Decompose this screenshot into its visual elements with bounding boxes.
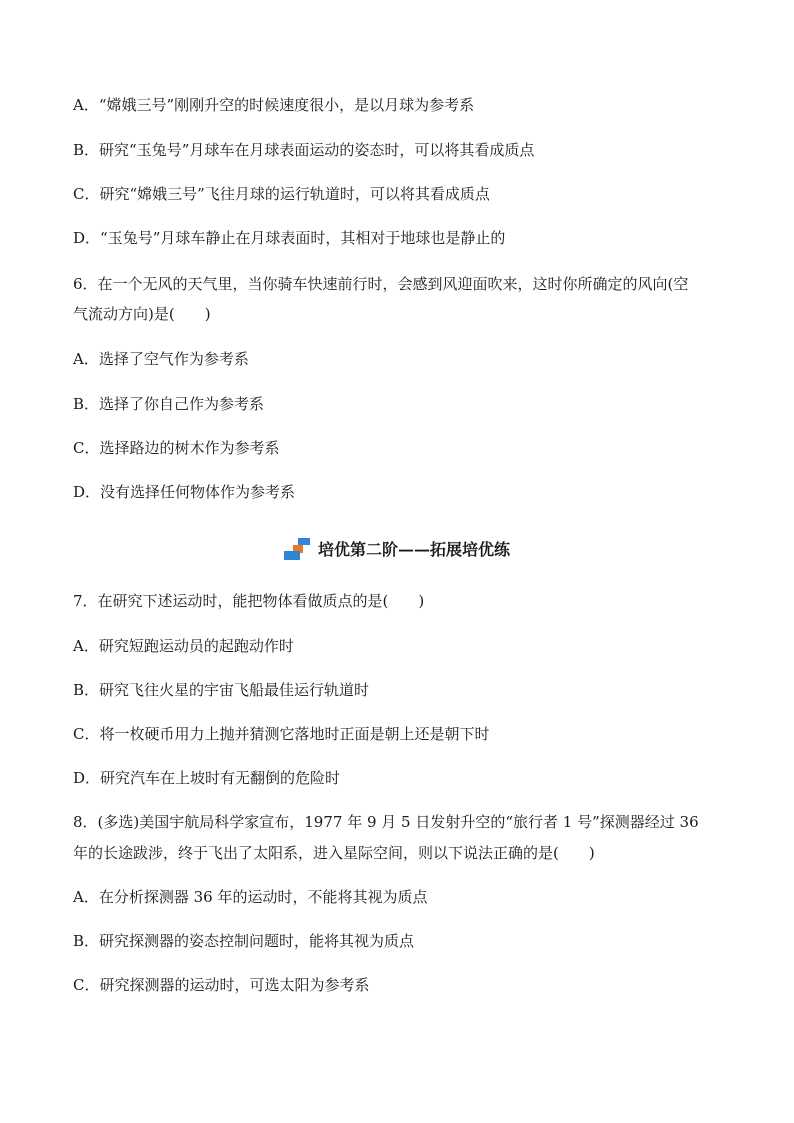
question-8-line2: 年的长途跋涉，终于飞出了太阳系，进入星际空间，则以下说法正确的是( ) (73, 844, 595, 862)
option-8b: B．研究探测器的姿态控制问题时，能将其视为质点 (73, 932, 415, 950)
option-6b: B．选择了你自己作为参考系 (73, 395, 265, 413)
option-5b: B．研究“玉兔号”月球车在月球表面运动的姿态时，可以将其看成质点 (73, 141, 535, 159)
question-6-line1: 6．在一个无风的天气里，当你骑车快速前行时，会感到风迎面吹来，这时你所确定的风向(空 (73, 275, 689, 293)
option-8a: A．在分析探测器 36 年的运动时，不能将其视为质点 (73, 888, 428, 906)
option-7a: A．研究短跑运动员的起跑动作时 (73, 637, 294, 655)
option-7d: D．研究汽车在上坡时有无翻倒的危险时 (73, 769, 341, 787)
option-6a: A．选择了空气作为参考系 (73, 350, 249, 368)
section-heading (0, 538, 794, 569)
option-6c: C．选择路边的树木作为参考系 (73, 439, 280, 457)
section-heading-text: 培优第二阶——拓展培优练 (317, 540, 510, 559)
option-6d: D．没有选择任何物体作为参考系 (73, 483, 296, 501)
option-5d: D．“玉兔号”月球车静止在月球表面时，其相对于地球也是静止的 (73, 229, 506, 247)
question-6-line2: 气流动方向)是( ) (73, 305, 211, 323)
option-8c: C．研究探测器的运动时，可选太阳为参考系 (73, 976, 370, 994)
option-5a: A．“嫦娥三号”刚刚升空的时候速度很小，是以月球为参考系 (73, 96, 475, 114)
option-7b: B．研究飞往火星的宇宙飞船最佳运行轨道时 (73, 681, 370, 699)
question-8-line1: 8．(多选)美国宇航局科学家宣布，1977 年 9 月 5 日发射升空的“旅行者 1 号”探测器经过 36 (73, 813, 699, 831)
option-5c: C．研究“嫦娥三号”飞往月球的运行轨道时，可以将其看成质点 (73, 185, 490, 203)
stacked-blocks-icon (284, 538, 312, 562)
option-7c: C．将一枚硬币用力上抛并猜测它落地时正面是朝上还是朝下时 (73, 725, 490, 743)
question-7: 7．在研究下述运动时，能把物体看做质点的是( ) (73, 592, 425, 610)
